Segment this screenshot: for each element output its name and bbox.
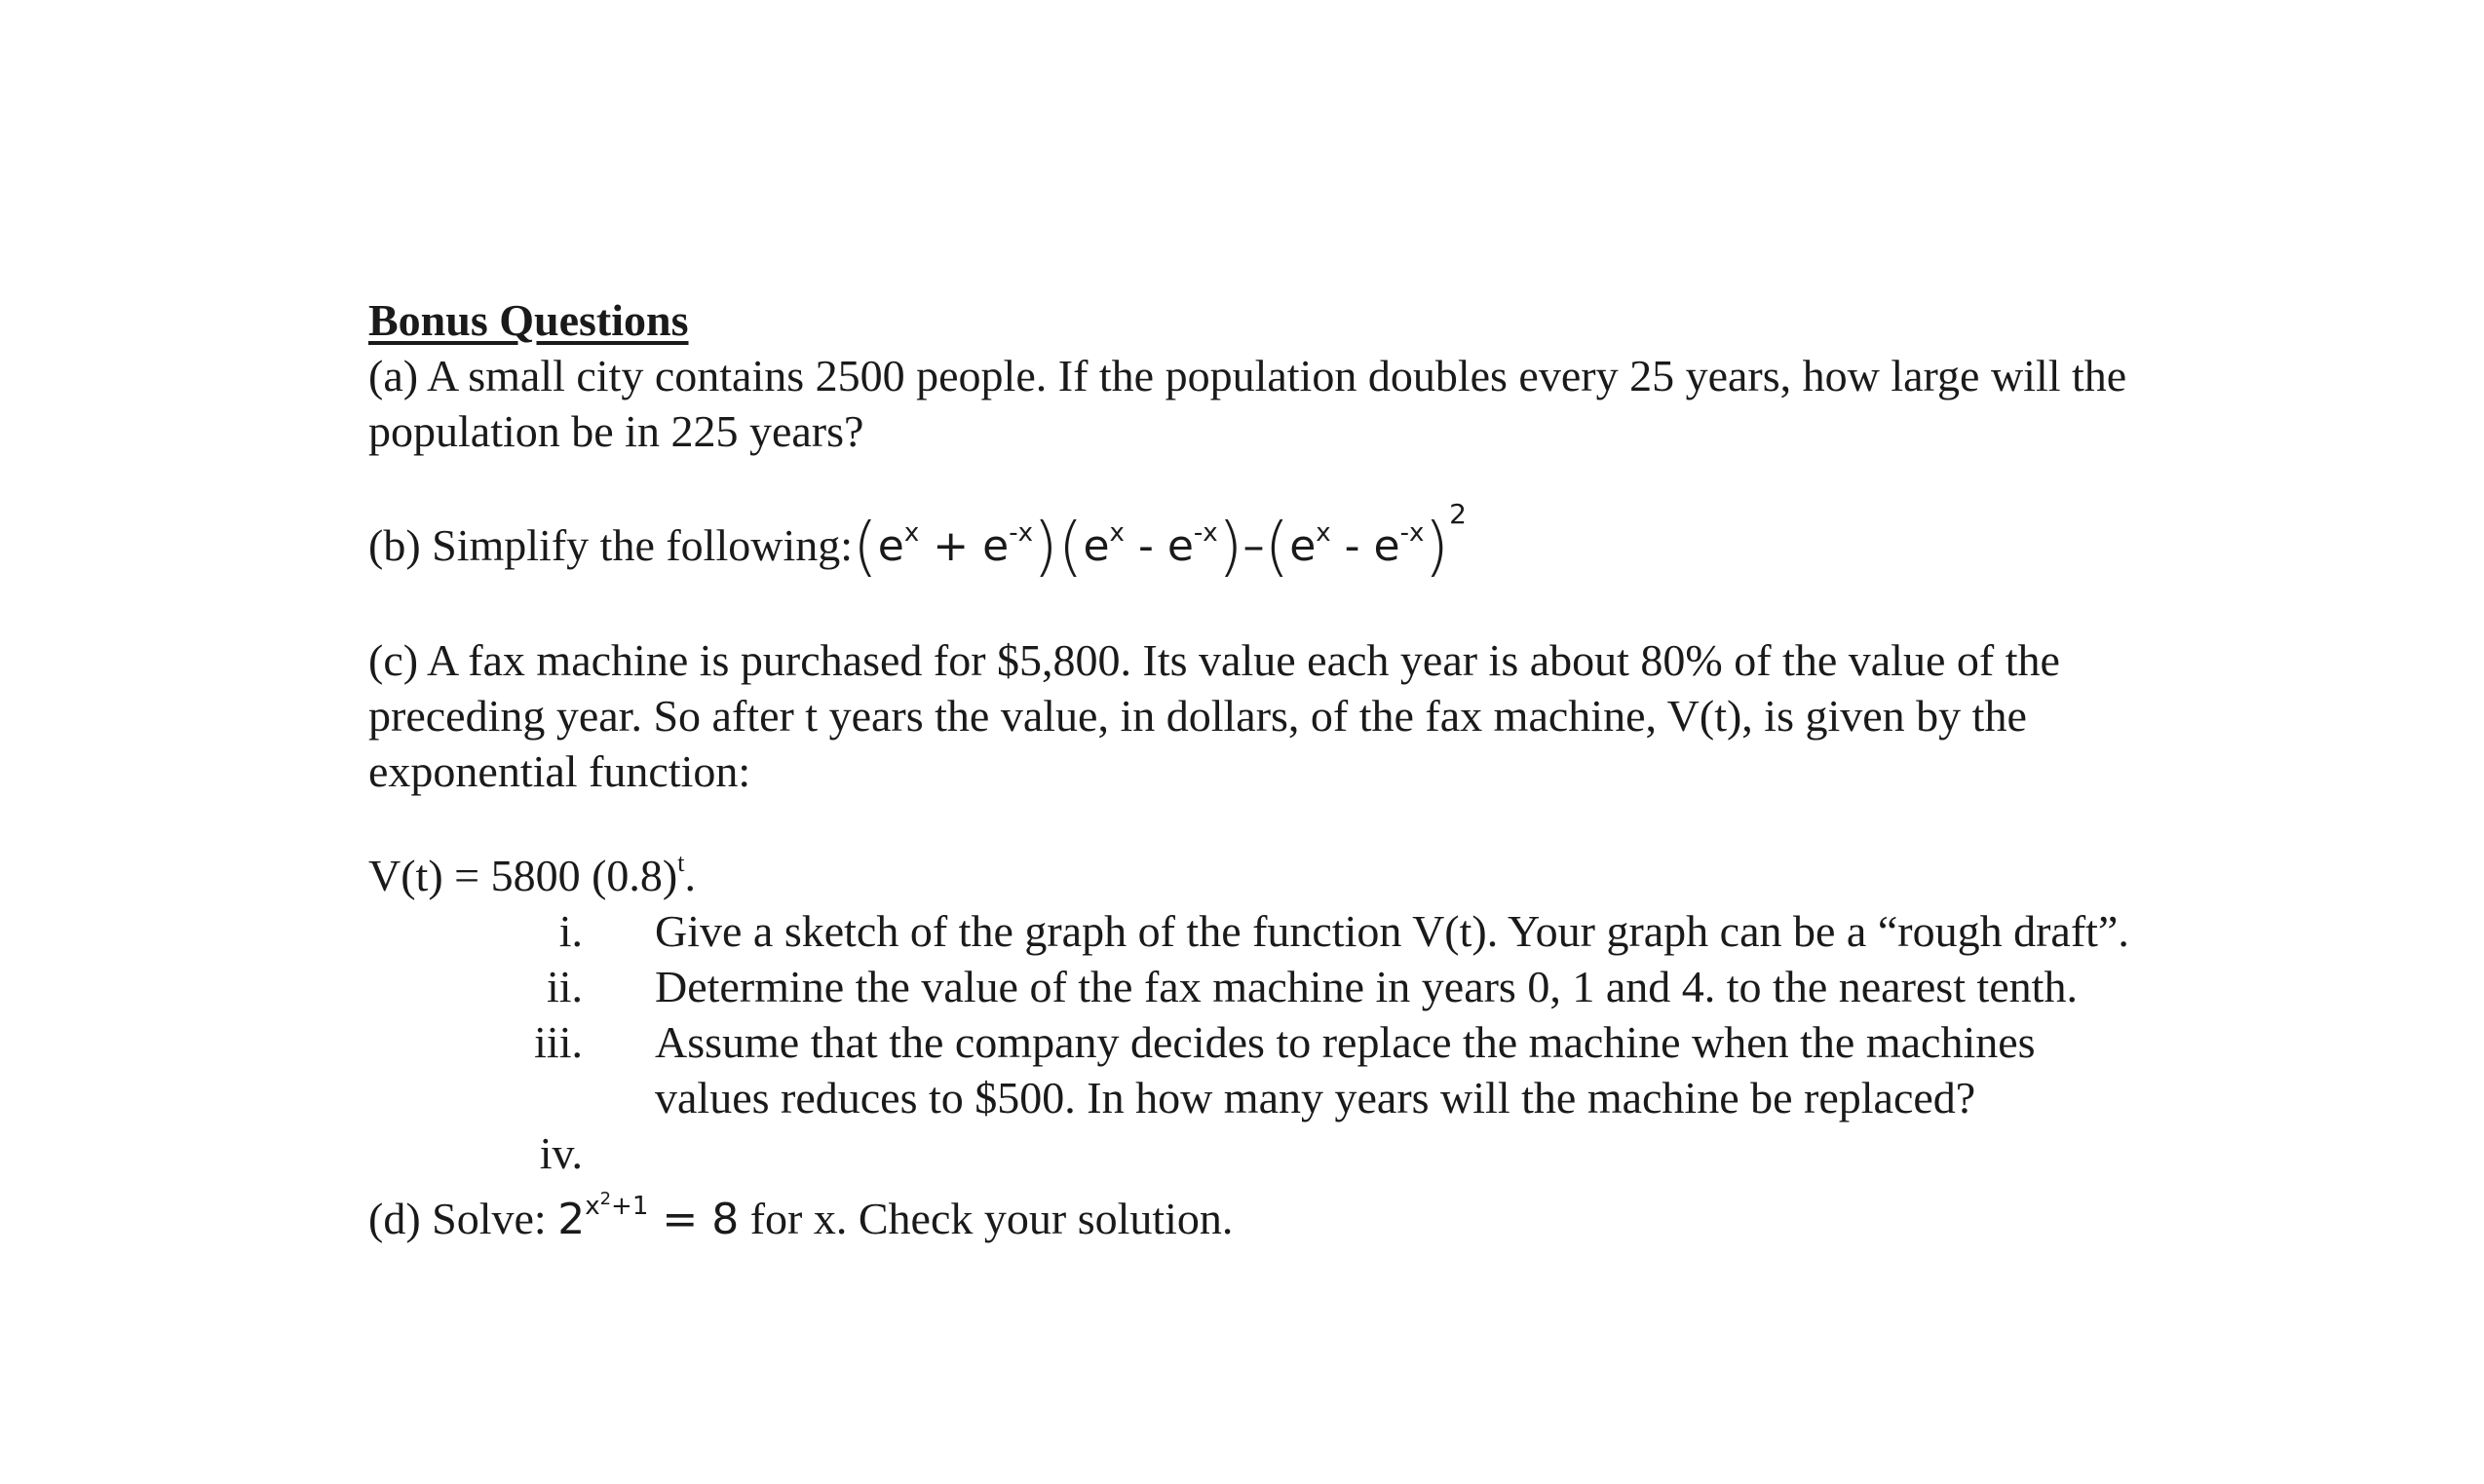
question-a: (a) A small city contains 2500 people. If the population doubles every 25 years, how large will the population be in 225 years?: [368, 351, 2127, 456]
question-b: [368, 498, 2161, 584]
list-item-number: i.: [558, 906, 583, 956]
question-c-formula: V(t) = 5800 $(0.8)^t$.: [368, 849, 696, 900]
list-item: [368, 1014, 2161, 1125]
list-item: [368, 1125, 2161, 1181]
list-item: [368, 959, 2161, 1014]
list-item: [368, 903, 2161, 959]
list-item-text: Give a sketch of the graph of the function V(t). Your graph can be a “rough draft”.: [655, 906, 2129, 956]
list-item-number: ii.: [546, 962, 583, 1011]
section-heading: Bonus Questions: [368, 295, 689, 345]
question-d-label: (d) Solve:: [368, 1194, 558, 1243]
list-item-number: iv.: [539, 1128, 583, 1178]
list-item-text: Assume that the company decides to replace the machine when the machines values reduces to $500. In how many years will the machine be replaced?: [655, 1017, 2036, 1123]
question-c-intro: (c) A fax machine is purchased for $5,800. Its value each year is about 80% of the value of the preceding year. So after t years the value, in dollars, of the fax machine, V(t), is given by the exponential function:: [368, 635, 2060, 796]
question-d-tail: for x. Check your solution.: [739, 1194, 1234, 1243]
question-d: [368, 1191, 2161, 1247]
question-d-equation: $2^{x^2+1} = 8$: [557, 1189, 740, 1244]
question-c-list: [368, 903, 2161, 1181]
list-item-text: Determine the value of the fax machine in years 0, 1 and 4. to the nearest tenth.: [655, 962, 2078, 1011]
question-b-label: (b) Simplify the following:: [368, 520, 854, 570]
list-item-number: iii.: [534, 1017, 583, 1067]
question-b-expression: $(e^x + e^{-x})(e^x - e^{-x})-(e^x - e^{-x})^2$: [853, 498, 1467, 584]
document-content: [368, 292, 2161, 1247]
